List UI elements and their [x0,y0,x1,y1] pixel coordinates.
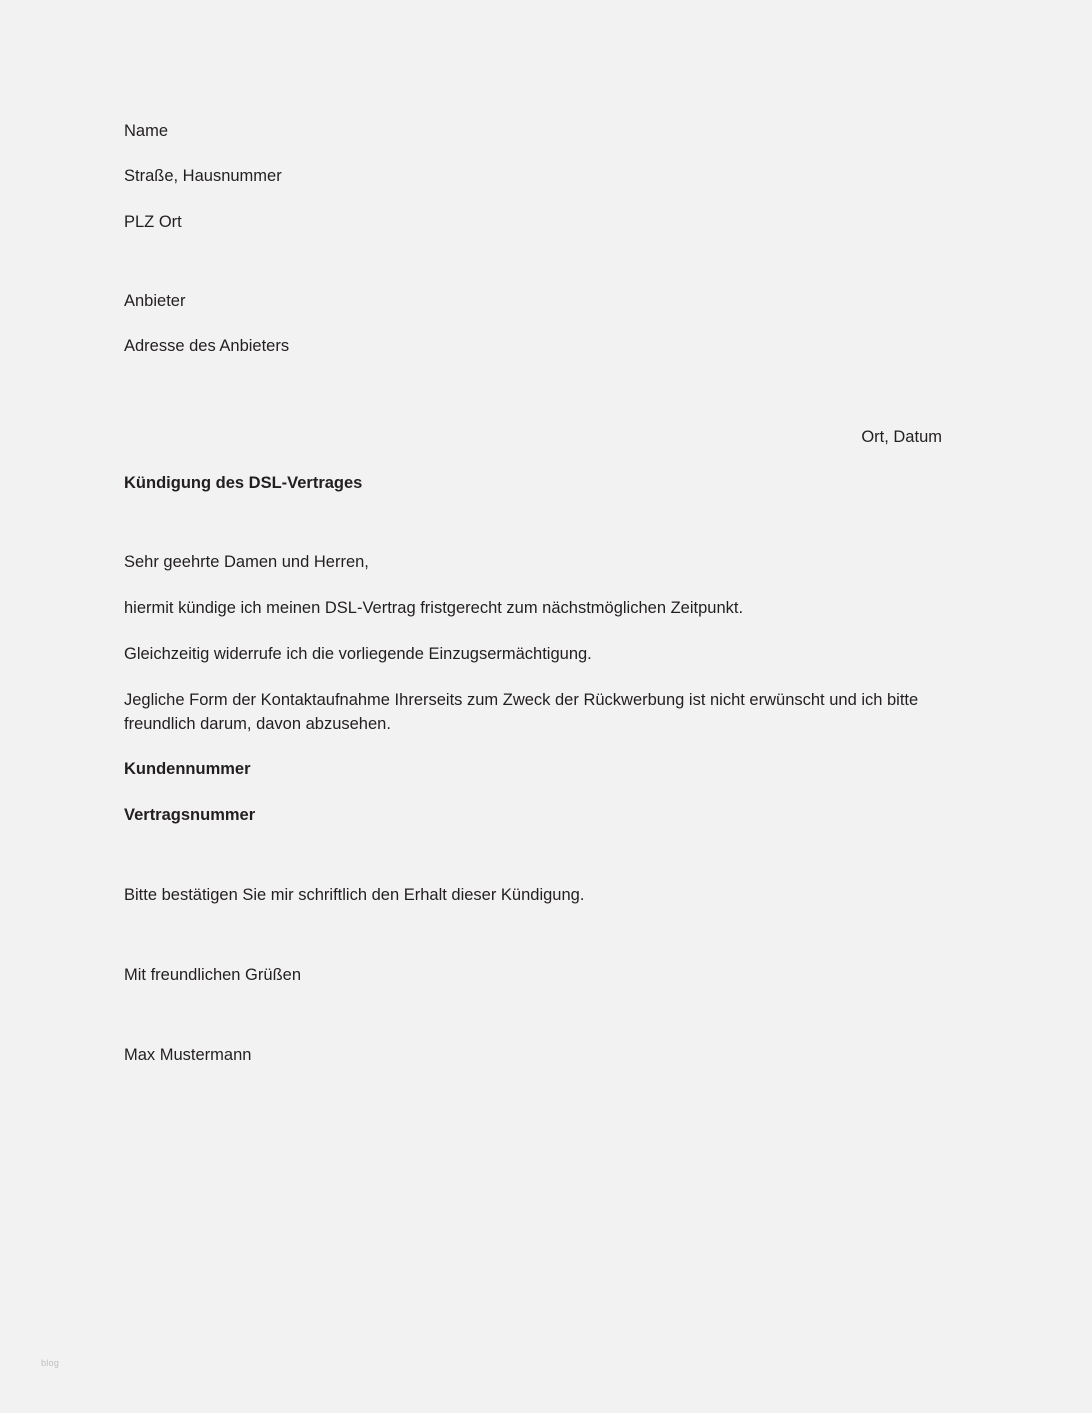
closing-greeting: Mit freundlichen Grüßen [124,966,301,985]
contract-number-label: Vertragsnummer [124,806,256,825]
letter-body [124,120,954,1090]
spacer-confirmation-closing [124,930,954,964]
spacer-sender-recipient [124,256,954,290]
sender-name: Name [124,122,169,140]
watermark-label: blog [41,1358,60,1368]
spacer-closing-signature [124,1010,954,1044]
spacer-subject-salutation [124,517,954,551]
place-date: Ort, Datum [861,428,942,447]
salutation: Sehr geehrte Damen und Herren, [124,552,369,571]
recipient-provider: Anbieter [124,291,186,310]
signature-name: Max Mustermann [124,1046,252,1065]
body-paragraph-1: hiermit kündige ich meinen DSL-Vertrag fristgerecht zum nächstmöglichen Zeitpunkt. [124,598,744,617]
confirmation-request: Bitte bestätigen Sie mir schriftlich den Erhalt dieser Kündigung. [124,886,585,905]
customer-number-label: Kundennummer [124,760,251,779]
body-paragraph-3: Jegliche Form der Kontaktaufnahme Ihrerseits zum Zweck der Rückwerbung ist nicht erwünscht und ich bitte freundlich darum, davon abzusehen. [124,690,919,733]
recipient-address: Adresse des Anbieters [124,337,290,356]
spacer-recipient-date [124,380,954,426]
subject-line: Kündigung des DSL-Vertrages [124,473,363,492]
sender-city: PLZ Ort [124,212,182,231]
spacer-fields-confirmation [124,850,954,884]
body-paragraph-2: Gleichzeitig widerrufe ich die vorliegende Einzugsermächtigung. [124,644,592,663]
sender-street: Straße, Hausnummer [124,167,282,186]
